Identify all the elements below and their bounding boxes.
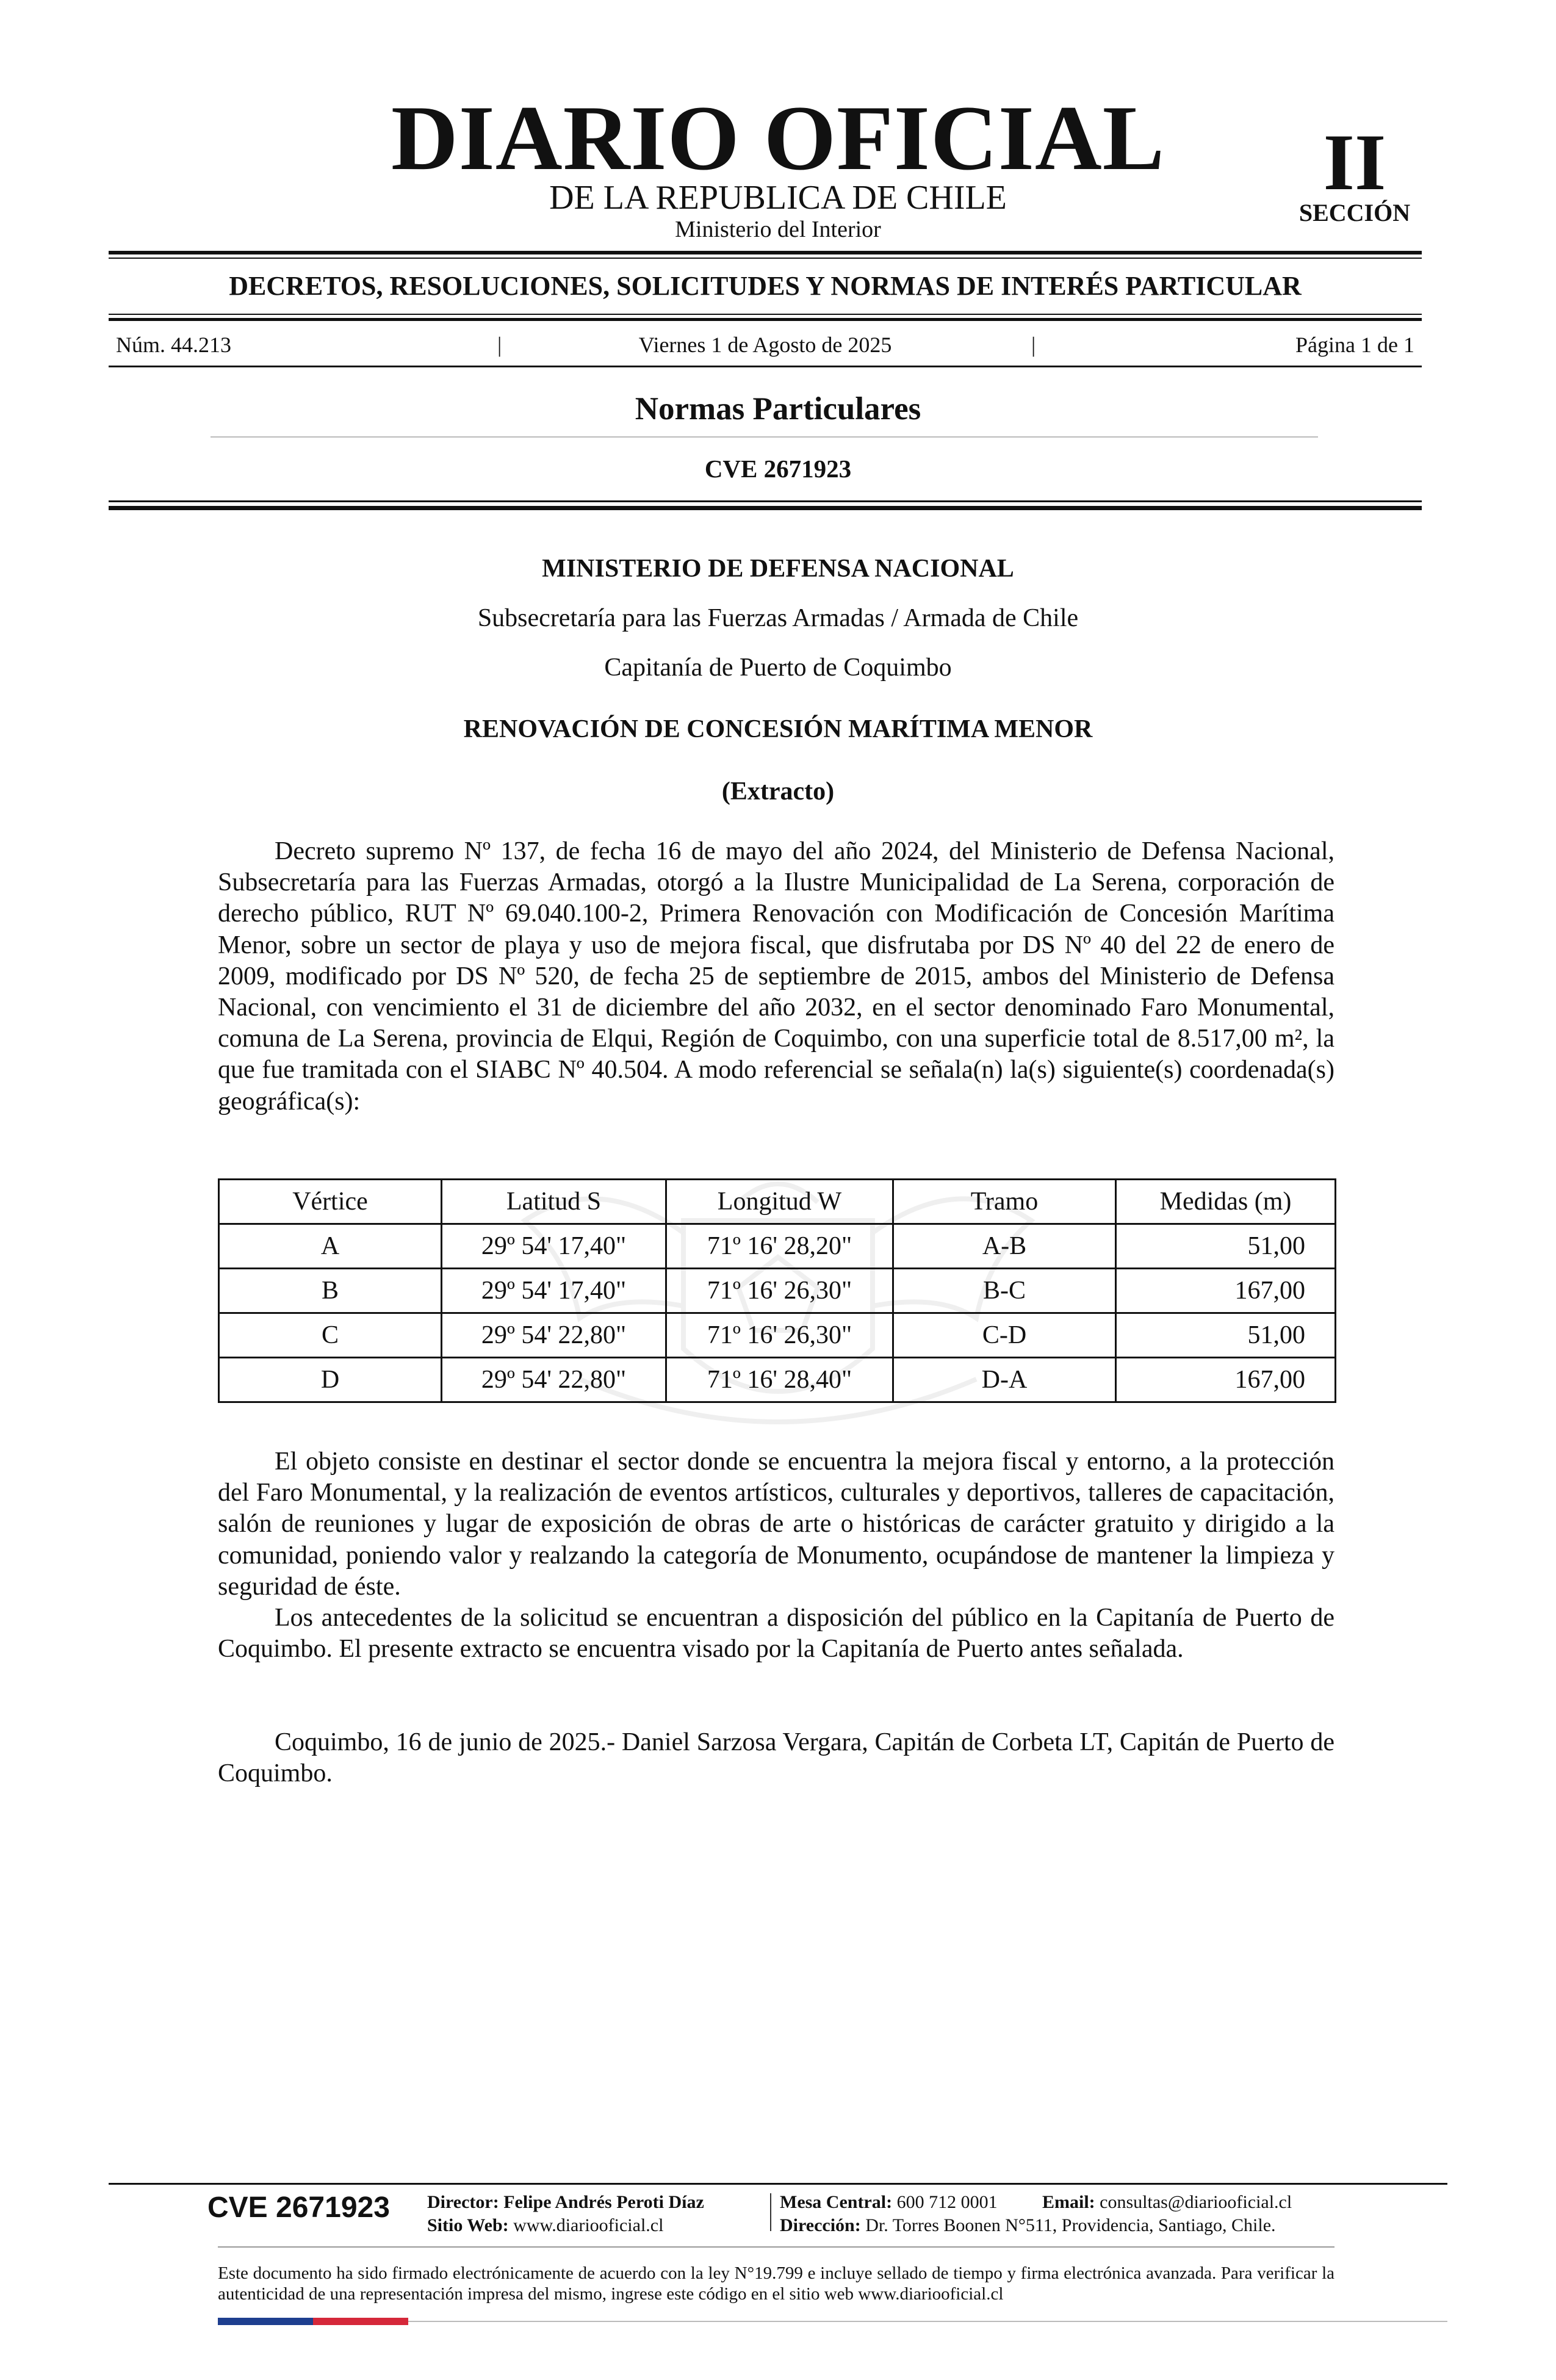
section-number: II: [1323, 117, 1386, 207]
header-rule-thick: [109, 506, 1422, 510]
footer-site-label: Sitio Web:: [427, 2215, 509, 2235]
table-row: [219, 1358, 1336, 1402]
footer-site-link[interactable]: www.diariooficial.cl: [513, 2215, 664, 2235]
footer-email-link[interactable]: consultas@diariooficial.cl: [1100, 2192, 1292, 2212]
table-cell: 71º 16' 26,30": [666, 1313, 893, 1358]
paragraph-antecedents: Los antecedentes de la solicitud se encuentran a disposición del público en la Capitanía de Puerto de Coquimbo. El presente extracto se encuentra visado por la Capitanía de Puerto antes señalada.: [218, 1604, 1334, 1664]
table-cell: 71º 16' 26,30": [666, 1269, 893, 1313]
table-cell: 51,00: [1116, 1224, 1336, 1269]
band-title: DECRETOS, RESOLUCIONES, SOLICITUDES Y NORMAS DE INTERÉS PARTICULAR: [229, 271, 1302, 301]
footer-legal-notice: Este documento ha sido firmado electrónicamente de acuerdo con la ley N°19.799 e incluye sellado de tiempo y firma electrónica avanzada. Para verificar la autenticidad de una representación impresa del mismo, ingrese este código en el sitio web www.diariooficial.cl: [218, 2263, 1334, 2304]
band-rule-thick: [109, 318, 1422, 321]
masthead-rule-thin: [109, 258, 1422, 259]
coordinates-table: [218, 1178, 1336, 1403]
issue-number: Núm. 44.213: [116, 333, 231, 357]
ministry-heading: MINISTERIO DE DEFENSA NACIONAL: [542, 555, 1014, 583]
capitania-line: Capitanía de Puerto de Coquimbo: [604, 654, 952, 682]
band-rule-thin: [109, 314, 1422, 315]
flag-stripe-blue: [218, 2318, 313, 2325]
footer-address: [780, 2216, 1276, 2235]
table-cell: A-B: [893, 1224, 1116, 1269]
masthead-subtitle: DE LA REPUBLICA DE CHILE: [549, 179, 1007, 217]
document-title: RENOVACIÓN DE CONCESIÓN MARÍTIMA MENOR: [463, 715, 1093, 743]
table-cell: 29º 54' 22,80": [442, 1313, 666, 1358]
section-divider: [211, 436, 1318, 438]
table-row: [219, 1269, 1336, 1313]
footer-email-label: Email:: [1042, 2192, 1095, 2212]
table-header-cell: Latitud S: [442, 1180, 666, 1224]
footer-director-name: Felipe Andrés Peroti Díaz: [503, 2192, 704, 2212]
table-row: [219, 1313, 1336, 1358]
table-cell: B-C: [893, 1269, 1116, 1313]
issue-page: Página 1 de 1: [1295, 333, 1414, 357]
footer-address-label: Dirección:: [780, 2215, 861, 2235]
issue-separator: |: [1031, 333, 1036, 357]
section-title: Normas Particulares: [635, 391, 921, 427]
issue-rule: [109, 366, 1422, 367]
footer-rule-top: [109, 2183, 1447, 2185]
table-cell: A: [219, 1224, 442, 1269]
paragraph-signature: Coquimbo, 16 de junio de 2025.- Daniel Sarzosa Vergara, Capitán de Corbeta LT, Capitán de Puerto de Coquimbo.: [218, 1728, 1334, 1788]
table-cell: 71º 16' 28,40": [666, 1358, 893, 1402]
table-header-cell: Medidas (m): [1116, 1180, 1336, 1224]
table-header-cell: Tramo: [893, 1180, 1116, 1224]
footer-rule-bottom: [408, 2321, 1447, 2322]
footer-mesa-central: [780, 2193, 998, 2212]
cve-code: CVE 2671923: [704, 455, 852, 483]
table-cell: D: [219, 1358, 442, 1402]
header-rule-thin: [109, 500, 1422, 502]
footer-director-label: Director:: [427, 2192, 499, 2212]
table-cell: C-D: [893, 1313, 1116, 1358]
table-cell: 51,00: [1116, 1313, 1336, 1358]
table-cell: 29º 54' 17,40": [442, 1269, 666, 1313]
table-cell: C: [219, 1313, 442, 1358]
table-header-cell: Longitud W: [666, 1180, 893, 1224]
document-subtitle: (Extracto): [721, 777, 835, 806]
footer-cve-code: CVE 2671923: [207, 2191, 390, 2224]
subsecretaria-line: Subsecretaría para las Fuerzas Armadas / Armada de Chile: [477, 604, 1079, 632]
footer-mesa-label: Mesa Central:: [780, 2192, 893, 2212]
footer-rule-inner: [218, 2246, 1334, 2248]
footer-address-value: Dr. Torres Boonen N°511, Providencia, Santiago, Chile.: [865, 2215, 1276, 2235]
footer-site: [427, 2216, 663, 2235]
flag-stripe-red: [313, 2318, 408, 2325]
table-cell: 29º 54' 22,80": [442, 1358, 666, 1402]
table-cell: 29º 54' 17,40": [442, 1224, 666, 1269]
paragraph-object: El objeto consiste en destinar el sector donde se encuentra la mejora fiscal y entorno, a la protección del Faro Monumental, y la realización de eventos artísticos, culturales y deportivos, talleres de capacitación, salón de reuniones y lugar de exposición de obras de arte o históricas de carácter gratuito y dirigido a la comunidad, poniendo valor y realzando la categoría de Monumento, ocupándose de mantener la limpieza y seguridad de éste.: [218, 1448, 1334, 1601]
footer-email: [1042, 2193, 1292, 2212]
masthead-title: DIARIO OFICIAL: [391, 87, 1165, 189]
masthead-rule-top: [109, 251, 1422, 254]
table-header-row: [219, 1180, 1336, 1224]
masthead-ministry: Ministerio del Interior: [675, 217, 881, 242]
table-cell: 167,00: [1116, 1269, 1336, 1313]
paragraph-decree: Decreto supremo Nº 137, de fecha 16 de mayo del año 2024, del Ministerio de Defensa Nacional, Subsecretaría para las Fuerzas Armadas, otorgó a la Ilustre Municipalidad de La Serena, corporación de derecho público, RUT Nº 69.040.100-2, Primera Renovación con Modificación de Concesión Marítima Menor, sobre un sector de playa y uso de mejora fiscal, que disfrutaba por DS Nº 40 del 22 de enero de 2009, modificado por DS Nº 520, de fecha 25 de septiembre de 2015, ambos del Ministerio de Defensa Nacional, con vencimiento el 31 de diciembre del año 2032, en el sector denominado Faro Monumental, comuna de La Serena, provincia de Elqui, Región de Coquimbo, con una superficie total de 8.517,00 m², la que fue tramitada con el SIABC Nº 40.504. A modo referencial se señala(n) la(s) siguiente(s) coordenada(s) geográfica(s):: [218, 837, 1334, 1116]
issue-separator: |: [497, 333, 502, 357]
table-cell: B: [219, 1269, 442, 1313]
section-label: SECCIÓN: [1298, 199, 1411, 226]
table-cell: 71º 16' 28,20": [666, 1224, 893, 1269]
table-cell: D-A: [893, 1358, 1116, 1402]
table-header-cell: Vértice: [219, 1180, 442, 1224]
footer-mesa-value: 600 712 0001: [896, 2192, 998, 2212]
table-row: [219, 1224, 1336, 1269]
footer-director: [427, 2193, 704, 2212]
footer-divider: [770, 2193, 771, 2231]
table-cell: 167,00: [1116, 1358, 1336, 1402]
issue-date: Viernes 1 de Agosto de 2025: [638, 333, 892, 357]
